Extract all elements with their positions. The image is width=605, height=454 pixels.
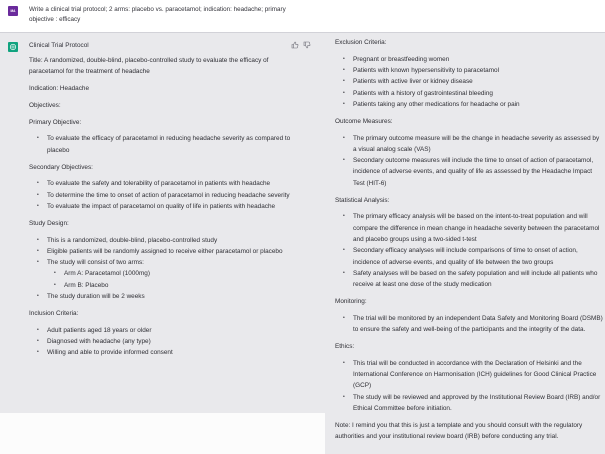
list-item bbox=[37, 257, 301, 291]
user-avatar: MA bbox=[8, 6, 18, 16]
arms-list bbox=[47, 268, 301, 291]
disclaimer-note: Note: I remind you that this is just a template and you should consult with the regulatory authorities and your institutional review board (IRB) before conducting any trial. bbox=[335, 421, 583, 440]
secondary-objectives-list bbox=[29, 178, 301, 212]
arm-item: • Arm B: Placebo bbox=[54, 280, 301, 291]
list-item: • Pregnant or breastfeeding women bbox=[343, 54, 603, 65]
monitoring-heading: Monitoring: bbox=[335, 297, 367, 305]
list-item: • Adult patients aged 18 years or older bbox=[37, 325, 301, 336]
list-item: • Safety analyses will be based on the safety population and will include all patients who receive at least one dose of the study medication bbox=[343, 268, 603, 291]
primary-objective-list bbox=[29, 133, 301, 156]
arm-item: • Arm A: Paracetamol (1000mg) bbox=[54, 268, 301, 279]
list-item: • The primary outcome measure will be the change in headache severity as assessed by a visual analog scale (VAS) bbox=[343, 133, 603, 156]
assistant-avatar bbox=[8, 42, 18, 52]
secondary-objectives-heading: Secondary Objectives: bbox=[29, 163, 93, 171]
list-item: • Patients with a history of gastrointestinal bleeding bbox=[343, 88, 603, 99]
outcome-measures-heading: Outcome Measures: bbox=[335, 117, 393, 125]
protocol-title-line: Title: A randomized, double-blind, placebo-controlled study to evaluate the efficacy of paracetamol for the treatment of headache bbox=[29, 57, 269, 76]
list-item: • Patients with known hypersensitivity to paracetamol bbox=[343, 65, 603, 76]
study-design-heading: Study Design: bbox=[29, 219, 69, 227]
list-item: • To determine the time to onset of action of paracetamol in reducing headache severity bbox=[37, 190, 301, 201]
list-item: • To evaluate the safety and tolerability of paracetamol in patients with headache bbox=[37, 178, 301, 189]
ethics-list bbox=[335, 358, 603, 414]
objectives-heading: Objectives: bbox=[29, 101, 61, 109]
user-prompt-text: Write a clinical trial protocol; 2 arms: placebo vs. paracetamol; indication: headache; primary objective : efficacy bbox=[29, 6, 286, 23]
protocol-content-left bbox=[29, 55, 301, 364]
list-item: • To evaluate the efficacy of paracetamol in reducing headache severity as compared to placebo bbox=[37, 133, 301, 156]
ethics-heading: Ethics: bbox=[335, 342, 355, 350]
statistical-analysis-heading: Statistical Analysis: bbox=[335, 196, 390, 204]
openai-logo-icon bbox=[9, 43, 17, 51]
assistant-title: Clinical Trial Protocol bbox=[29, 42, 89, 49]
inclusion-criteria-heading: Inclusion Criteria: bbox=[29, 309, 79, 317]
list-item: • Patients with active liver or kidney disease bbox=[343, 76, 603, 87]
list-item: • To evaluate the impact of paracetamol on quality of life in patients with headache bbox=[37, 201, 301, 212]
indication-line: Indication: Headache bbox=[29, 85, 90, 93]
arms-intro: The study will consist of two arms: bbox=[47, 259, 144, 267]
list-item: • Secondary outcome measures will include the time to onset of action of paracetamol, incidence of adverse events, and quality of life as assessed by the Headache Impact Test (HIT-6) bbox=[343, 155, 603, 189]
list-item: • The study duration will be 2 weeks bbox=[37, 291, 301, 302]
list-item: • Secondary efficacy analyses will include comparisons of time to onset of action, incidence of adverse events, and quality of life between the two groups bbox=[343, 245, 603, 268]
list-item: • The trial will be monitored by an independent Data Safety and Monitoring Board (DSMB) to ensure the safety and well-being of the participants and the integrity of the data. bbox=[343, 313, 603, 336]
list-item: • The study will be reviewed and approved by the Institutional Review Board (IRB) and/or Ethical Committee before initiation. bbox=[343, 392, 603, 415]
list-item: • This trial will be conducted in accordance with the Declaration of Helsinki and the International Conference on Harmonisation (ICH) guidelines for Good Clinical Practice (GCP) bbox=[343, 358, 603, 392]
list-item: • The primary efficacy analysis will be based on the intent-to-treat population and will compare the difference in mean change in headache severity between the paracetamol and placebo groups using a two-sided t-test bbox=[343, 211, 603, 245]
list-item: • Willing and able to provide informed consent bbox=[37, 347, 301, 358]
list-item: • Eligible patients will be randomly assigned to receive either paracetamol or placebo bbox=[37, 246, 301, 257]
outcome-measures-list bbox=[335, 133, 603, 189]
list-item: • This is a randomized, double-blind, placebo-controlled study bbox=[37, 235, 301, 246]
thumbs-down-icon[interactable] bbox=[303, 41, 311, 49]
monitoring-list bbox=[335, 313, 603, 336]
study-design-list bbox=[29, 235, 301, 303]
primary-objective-heading: Primary Objective: bbox=[29, 118, 82, 126]
statistical-analysis-list bbox=[335, 211, 603, 290]
protocol-content-right bbox=[335, 37, 603, 448]
list-item: • Diagnosed with headache (any type) bbox=[37, 336, 301, 347]
user-message-row bbox=[0, 0, 605, 33]
exclusion-criteria-list bbox=[335, 54, 603, 110]
blank-area bbox=[0, 413, 325, 454]
thumbs-up-icon[interactable] bbox=[291, 41, 299, 49]
list-item: • Patients taking any other medications for headache or pain bbox=[343, 99, 603, 110]
exclusion-criteria-heading: Exclusion Criteria: bbox=[335, 39, 387, 46]
feedback-buttons bbox=[291, 41, 311, 49]
inclusion-criteria-list bbox=[29, 325, 301, 359]
